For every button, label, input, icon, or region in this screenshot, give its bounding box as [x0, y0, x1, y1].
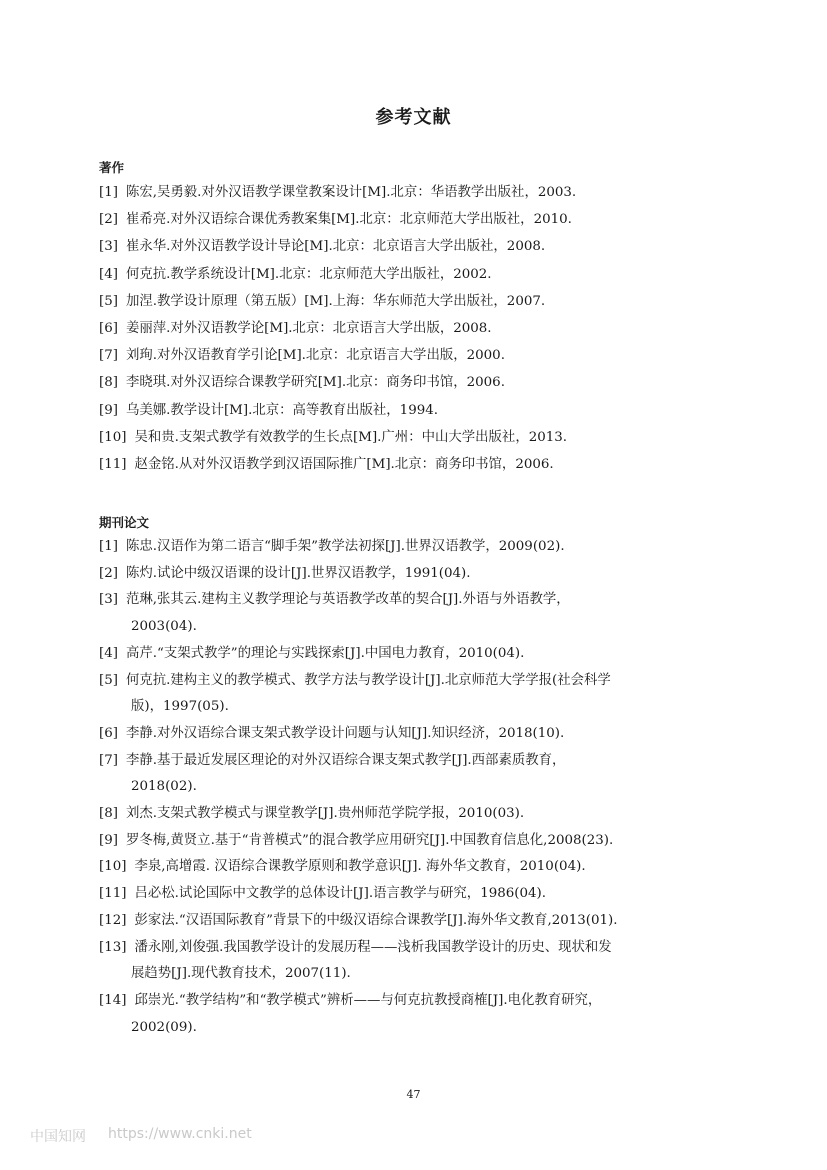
- reference-item: [99, 854, 759, 881]
- reference-number: [6]: [99, 321, 118, 337]
- reference-item: [99, 451, 759, 478]
- reference-number: [9]: [99, 402, 118, 418]
- reference-text: 李泉,高增霞. 汉语综合课教学原则和教学意识[J]. 海外华文教育，2010(04).: [134, 859, 586, 875]
- reference-text: 陈宏,吴勇毅.对外汉语教学课堂教案设计[M].北京：华语教学出版社，2003.: [125, 185, 577, 200]
- reference-item: [99, 369, 759, 396]
- reference-number: [3]: [99, 592, 118, 608]
- reference-text: 崔希亮.对外汉语综合课优秀教案集[M].北京：北京师范大学出版社，2010.: [125, 212, 572, 228]
- reference-number: [4]: [99, 266, 118, 282]
- reference-item: [99, 908, 759, 935]
- reference-continuation: 2018(02).: [131, 779, 197, 795]
- reference-text: 刘杰.支架式教学模式与课堂教学[J].贵州师范学院学报，2010(03).: [125, 806, 525, 822]
- reference-continuation: 2002(09).: [131, 1019, 197, 1035]
- reference-item: [99, 801, 759, 828]
- reference-text: 吴和贵.支架式教学有效教学的生长点[M].广州：中山大学出版社，2013.: [134, 429, 568, 445]
- reference-text: 李静.对外汉语综合课支架式教学设计问题与认知[J].知识经济，2018(10).: [125, 725, 565, 741]
- reference-text: 李静.基于最近发展区理论的对外汉语综合课支架式教学[J].西部素质教育，: [125, 752, 566, 768]
- reference-text: 彭家法.“汉语国际教育”背景下的中级汉语综合课教学[J].海外华文教育,2013(01).: [134, 912, 618, 928]
- reference-item: [99, 424, 759, 451]
- reference-text: 陈忠.汉语作为第二语言“脚手架”教学法初探[J].世界汉语教学，2009(02).: [125, 539, 565, 554]
- reference-number: [13]: [99, 939, 127, 955]
- reference-text: 崔永华.对外汉语教学设计导论[M].北京：北京语言大学出版社，2008.: [125, 239, 546, 255]
- page-number: 47: [406, 1088, 421, 1101]
- reference-item: [99, 748, 759, 801]
- reference-item: [99, 828, 759, 855]
- reference-text: 姜丽萍.对外汉语教学论[M].北京：北京语言大学出版，2008.: [125, 321, 492, 337]
- reference-item: [99, 397, 759, 424]
- reference-number: [5]: [99, 293, 118, 309]
- reference-continuation: 展趋势[J].现代教育技术，2007(11).: [131, 966, 351, 982]
- journals-heading: 期刊论文: [99, 515, 150, 530]
- reference-number: [2]: [99, 565, 118, 581]
- reference-number: [11]: [99, 886, 127, 902]
- reference-item: [99, 288, 759, 315]
- reference-number: [1]: [99, 185, 118, 200]
- reference-number: [8]: [99, 806, 118, 822]
- reference-number: [10]: [99, 859, 127, 875]
- reference-text: 罗冬梅,黄贤立.基于“肯普模式”的混合教学应用研究[J].中国教育信息化,2008(23).: [125, 832, 614, 848]
- reference-text: 赵金铭.从对外汉语教学到汉语国际推广[M].北京：商务印书馆，2006.: [134, 457, 554, 473]
- reference-item: [99, 206, 759, 233]
- reference-text: 吕必松.试论国际中文教学的总体设计[J].语言教学与研究，1986(04).: [134, 886, 547, 902]
- page-title: 参考文献: [375, 107, 452, 128]
- reference-number: [12]: [99, 912, 127, 928]
- reference-item: [99, 721, 759, 748]
- reference-continuation: 版)，1997(05).: [131, 699, 229, 715]
- reference-text: 潘永刚,刘俊强.我国教学设计的发展历程——浅析我国教学设计的历史、现状和发: [134, 939, 612, 955]
- reference-continuation: 2003(04).: [131, 619, 197, 635]
- books-heading: 著作: [99, 160, 125, 175]
- reference-item: [99, 641, 759, 668]
- watermark-url: https://www.cnki.net: [108, 1126, 252, 1142]
- reference-text: 何克抗.教学系统设计[M].北京：北京师范大学出版社，2002.: [125, 266, 492, 282]
- reference-text: 李晓琪.对外汉语综合课教学研究[M].北京：商务印书馆，2006.: [125, 375, 505, 391]
- reference-number: [2]: [99, 212, 118, 228]
- reference-text: 高芹.“支架式教学”的理论与实践探索[J].中国电力教育，2010(04).: [125, 645, 525, 661]
- reference-number: [4]: [99, 645, 118, 661]
- reference-item: [99, 233, 759, 260]
- reference-item: [99, 587, 759, 640]
- reference-text: 加涅.教学设计原理（第五版）[M].上海：华东师范大学出版社，2007.: [125, 293, 546, 309]
- reference-text: 何克抗.建构主义的教学模式、教学方法与教学设计[J].北京师范大学学报(社会科学: [125, 672, 611, 688]
- reference-number: [8]: [99, 375, 118, 391]
- reference-text: 范琳,张其云.建构主义教学理论与英语教学改革的契合[J].外语与外语教学，: [125, 592, 570, 608]
- reference-item: [99, 561, 759, 588]
- reference-number: [1]: [99, 539, 118, 554]
- reference-item: [99, 261, 759, 288]
- reference-item: [99, 342, 759, 369]
- watermark-brand: 中国知网: [30, 1129, 86, 1145]
- reference-item: [99, 534, 759, 561]
- journals-reference-list: [99, 534, 759, 1041]
- reference-item: [99, 881, 759, 908]
- reference-text: 邱崇光.“教学结构”和“教学模式”辨析——与何克抗教授商榷[J].电化教育研究，: [134, 992, 602, 1008]
- reference-number: [5]: [99, 672, 118, 688]
- reference-number: [10]: [99, 429, 127, 445]
- watermark: [30, 1126, 252, 1146]
- reference-item: [99, 935, 759, 988]
- books-reference-list: [99, 179, 759, 478]
- reference-number: [14]: [99, 992, 127, 1008]
- reference-number: [3]: [99, 239, 118, 255]
- reference-item: [99, 315, 759, 342]
- reference-number: [6]: [99, 725, 118, 741]
- reference-item: [99, 179, 759, 206]
- reference-text: 乌美娜.教学设计[M].北京：高等教育出版社，1994.: [125, 402, 439, 418]
- reference-number: [7]: [99, 348, 118, 364]
- reference-number: [7]: [99, 752, 118, 768]
- reference-number: [9]: [99, 832, 118, 848]
- reference-text: 刘珣.对外汉语教育学引论[M].北京：北京语言大学出版，2000.: [125, 348, 505, 364]
- reference-number: [11]: [99, 457, 127, 473]
- reference-text: 陈灼.试论中级汉语课的设计[J].世界汉语教学，1991(04).: [125, 565, 471, 581]
- reference-item: [99, 668, 759, 721]
- reference-item: [99, 988, 759, 1041]
